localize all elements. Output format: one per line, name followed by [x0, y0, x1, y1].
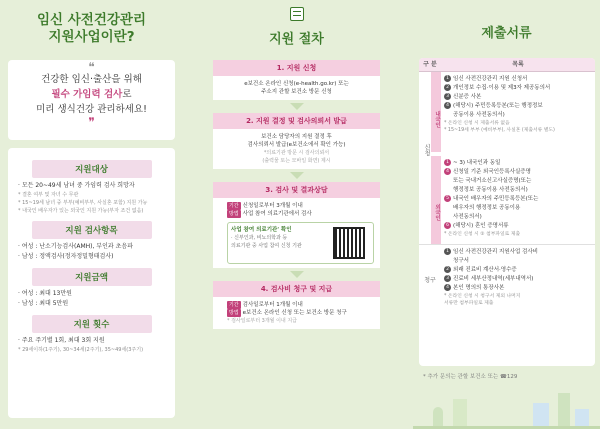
step-4-row: 방법 e보건소 온라인 신청 또는 보건소 방문 청구 [229, 310, 347, 316]
item-text: 임신 사전건강관리 지원 신청서 [453, 76, 528, 82]
foreign-section [431, 156, 595, 244]
item-number: 1 [444, 248, 451, 255]
documents-table [419, 58, 595, 366]
section-heading: 지원 검사항목 [32, 221, 152, 239]
item-text: 사전동의서) [453, 214, 482, 220]
panel2-title: 지원 절차 [269, 32, 324, 47]
intro-highlight: 필수 가임력 검사 [51, 89, 123, 100]
step-1-header: 1. 지원 신청 [213, 60, 380, 76]
document-item [444, 93, 592, 102]
document-item [444, 168, 592, 177]
document-item [444, 266, 592, 275]
domestic-label: 내국인 [431, 72, 441, 152]
steps-container [205, 60, 388, 329]
city-illustration [413, 389, 600, 429]
item-number: 5 [444, 195, 451, 202]
step-4-body: 기간 검사일로부터 1개월 이내 방법 e보건소 온라인 신청 또는 보건소 방문 청구 * 검사일로부터 3개월 이내 지급 [213, 297, 380, 329]
item-text: (해당시) 혼인 증명서류 [453, 223, 509, 229]
foreign-label: 외국인 [431, 156, 441, 244]
document-item [444, 177, 592, 186]
item-number: 3 [444, 275, 451, 282]
step-4-header: 4. 검사비 청구 및 지급 [213, 281, 380, 297]
item-number: 1 [444, 159, 451, 166]
document-item [444, 195, 592, 204]
item-number: 4 [444, 102, 451, 109]
item-text: 진료비 세부산정내역(세부내역서) [453, 276, 534, 282]
section-heading: 지원금액 [32, 268, 152, 286]
item-text: (해당시) 주민등록등본(또는 행정정보 [453, 103, 543, 109]
item-text: 임신 사전건강관리 지원사업 검사비 [453, 249, 538, 255]
document-icon [290, 7, 304, 21]
note: * 온라인 신청 시 ⑤ 첨부파일로 제출 [444, 232, 521, 237]
item-number: 1 [444, 75, 451, 82]
item-text: 내국인 배우자의 주민등록등본(또는 [453, 196, 539, 202]
apply-section [419, 72, 595, 156]
intro-card [8, 60, 175, 140]
item-text: 본인 명의의 통장사본 [453, 285, 505, 291]
apply-label: 신청 [423, 144, 430, 156]
item-number: 3 [444, 93, 451, 100]
col-gubun: 구 분 [423, 61, 437, 68]
section-1 [18, 221, 165, 262]
section-line: * 29세이하(1주기), 30~34세(2주기), 35~49세(3주기) [18, 347, 144, 353]
step-3-body [213, 198, 380, 268]
step-2-header: 2. 지원 결정 및 검사의뢰서 발급 [213, 113, 380, 129]
document-item [444, 275, 592, 284]
item-text: 행정정보 공동이용 사전동의서) [453, 187, 528, 193]
step-3-header: 3. 검사 및 결과상담 [213, 182, 380, 198]
item-number: 4 [444, 168, 451, 175]
panel-program-intro [0, 0, 183, 429]
document-item [444, 248, 592, 257]
document-item [444, 102, 592, 111]
step-3-row: 방법 사업 참여 의료기관에서 검사 [229, 211, 312, 217]
step-1-body: e보건소 온라인 신청(e-health.go.kr) 또는 주소지 관할 보건소 방문 신청 [213, 76, 380, 100]
item-text: 청구서 [453, 258, 469, 264]
item-text: 공동이용 사전동의서) [453, 112, 505, 118]
step-2-body: 보건소 담당자의 지원 결정 후 검사의뢰서 발급(e보건소에서 확인 가능) *의료기관 방문 시 검사의뢰서 (출력물 또는 모바일 화면) 제시 [213, 129, 380, 169]
section-heading: 지원 횟수 [32, 315, 152, 333]
panel1-title: 임신 사전건강관리 지원사업이란? [36, 12, 147, 45]
section-heading: 지원대상 [32, 160, 152, 178]
item-text: 개인정보 수집·이용 및 제3자 제공동의서 [453, 85, 551, 91]
hospital-check-title: 사업 참여 의료기관' 확인 [231, 227, 292, 233]
section-line: · 남성 : 정액검사(정자정밀형태검사) [18, 253, 114, 260]
intro-line: 미리 생식건강 관리하세요! [36, 104, 147, 115]
document-item [444, 213, 592, 222]
section-line: · 여성 : 최대 13만원 [18, 290, 72, 297]
quote-close-icon: ❞ [88, 115, 95, 129]
section-line: · 모든 20~49세 남녀 중 가임력 검사 희망자 [18, 182, 135, 189]
item-number: 2 [444, 84, 451, 91]
claim-label: 청구 [424, 277, 436, 284]
step-4-row: 기간 검사일로부터 1개월 이내 [229, 302, 303, 308]
qr-code-icon[interactable] [333, 227, 365, 259]
panel-documents [413, 0, 600, 429]
down-arrow-icon [290, 271, 304, 278]
item-text: 또는 국내거소신고사실증명(또는 [453, 178, 532, 184]
note: * 온라인 신청 시 제출서류 없음 [444, 121, 510, 126]
domestic-list [441, 72, 595, 156]
document-item [444, 186, 592, 195]
item-number: 4 [444, 284, 451, 291]
section-line: * 결혼 여부 및 자녀 수 무관 [18, 192, 79, 198]
document-item [444, 75, 592, 84]
hospital-check-box: 사업 참여 의료기관' 확인 · 신부인과, 비뇨의학과 등 의료기관 중 사업 참여 신청 기관 [227, 222, 374, 264]
document-item [444, 111, 592, 120]
claim-section [419, 244, 595, 310]
quote-open-icon: ❝ [88, 60, 95, 74]
document-item [444, 284, 592, 293]
details-card [8, 148, 175, 418]
table-header [419, 58, 595, 72]
item-text: 신분증 사본 [453, 94, 482, 100]
note: * 15~19세 부부 (예비부부), 사실혼 (제출서류 별도) [444, 128, 555, 133]
note: 서류만 첨부파일로 제출 [444, 301, 494, 306]
section-line: · 주요 주기별 1회, 최대 3회 지원 [18, 337, 105, 344]
note: * 온라인 신청 시 청구서 제외 나머지 [444, 294, 521, 299]
step-3-row: 기간 신청일로부터 3개월 이내 [229, 203, 303, 209]
section-line: * 15~19세 남녀 중 부부(예비부부, 사실혼 포함) 지원 가능 [18, 200, 148, 206]
foreign-list [441, 156, 595, 244]
section-line: * 내국인 배우자가 있는 외국인 지원 가능(부자 조건 없음) [18, 208, 144, 214]
document-item [444, 204, 592, 213]
intro-line: 필수 가임력 검사로 [51, 89, 132, 100]
document-item [444, 257, 592, 266]
panel-procedure [205, 0, 388, 429]
panel3-title: 제출서류 [481, 26, 532, 41]
document-item [444, 84, 592, 93]
item-text: 신청일 기준 외국인등록사실증명 [453, 169, 531, 175]
section-0 [18, 160, 165, 215]
item-text: 외래 진료비 계산서·영수증 [453, 267, 517, 273]
down-arrow-icon [290, 172, 304, 179]
item-text: 배우자의 행정정보 공동이용 [453, 205, 521, 211]
section-line: · 여성 : 난소기능검사(AMH), 부인과 초음파 [18, 243, 133, 250]
section-3 [18, 315, 165, 354]
footer-note: * 추가 문의는 관할 보건소 또는 ☎129 [423, 374, 518, 380]
item-number: 6 [444, 222, 451, 229]
intro-line: 건강한 임신·출산을 위해 [41, 74, 142, 85]
section-2 [18, 268, 165, 309]
document-item [444, 159, 592, 168]
document-item [444, 222, 592, 231]
claim-list [441, 245, 595, 310]
down-arrow-icon [290, 103, 304, 110]
section-line: · 남성 : 최대 5만원 [18, 300, 69, 307]
col-mokrok: 목록 [512, 61, 524, 68]
item-number: 2 [444, 266, 451, 273]
item-text: ~ 3) 내국인과 동일 [453, 160, 501, 166]
